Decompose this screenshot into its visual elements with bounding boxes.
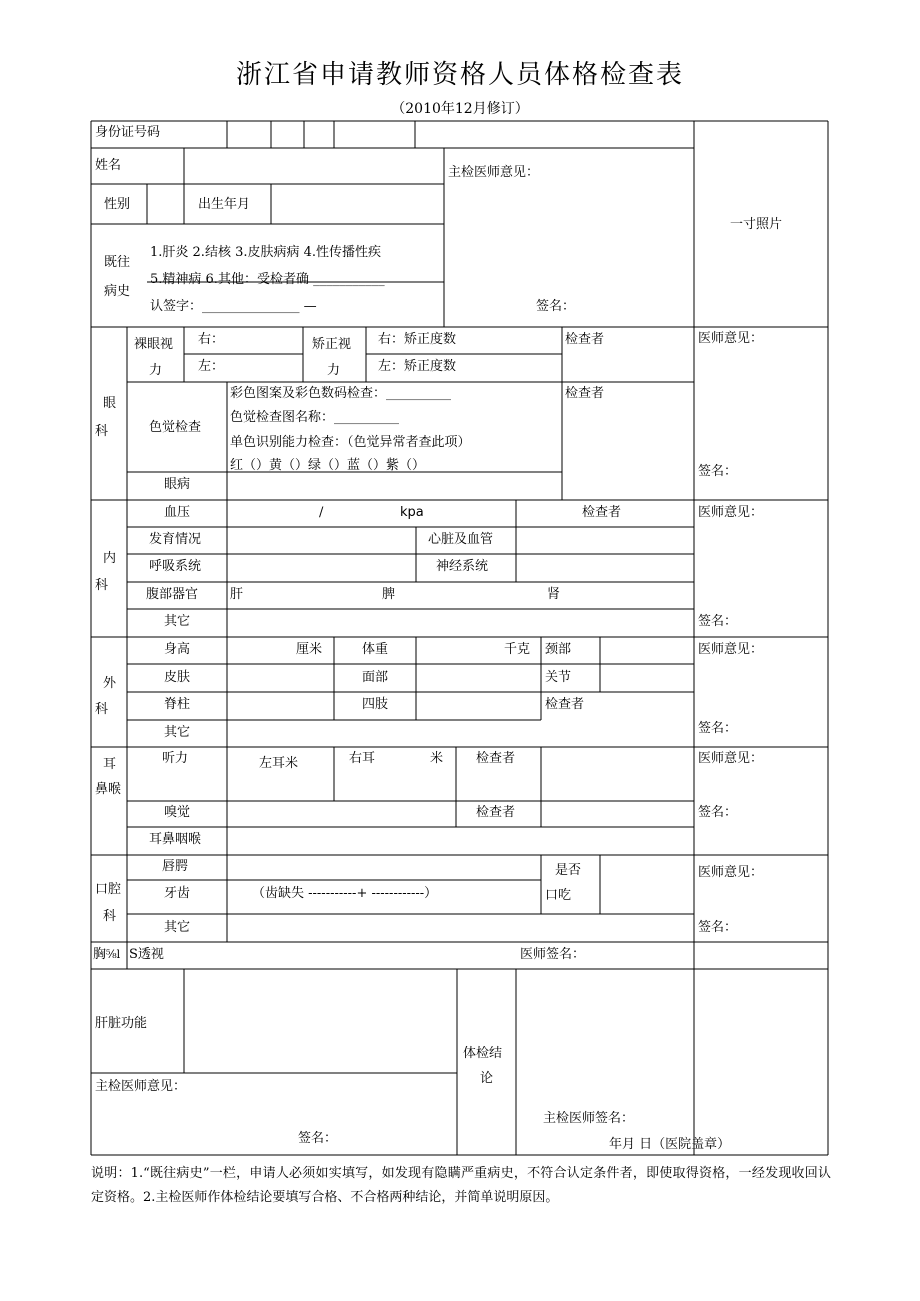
history-label-2: 病史 — [104, 284, 131, 299]
height-unit: 厘米 — [296, 642, 323, 657]
oral-doctor-opinion-label: 医师意见： — [698, 865, 764, 880]
oral-other-label: 其它 — [164, 920, 191, 935]
surgery-other-label: 其它 — [164, 725, 191, 740]
limbs-label: 四肢 — [362, 697, 389, 712]
ent-label-1: 耳 — [103, 757, 117, 772]
eye-label-1: 眼 — [103, 396, 117, 411]
right-ear-meter: 米 — [430, 751, 444, 766]
naked-vision-label-2: 力 — [149, 363, 163, 378]
ent-label-2: 鼻喉 — [95, 782, 122, 797]
internal-examiner-label: 检查者 — [582, 505, 622, 520]
surgery-label-2: 科 — [95, 702, 109, 717]
id-number-label: 身份证号码 — [95, 125, 161, 140]
oral-label-1: 口腔 — [95, 882, 122, 897]
missing-teeth-text: （齿缺失 -----------+ ------------） — [252, 886, 438, 901]
ent-throat-label: 耳鼻咽喉 — [149, 832, 202, 847]
surgery-sign-label: 签名： — [698, 721, 738, 736]
naked-vision-label-1: 裸眼视 — [134, 337, 174, 352]
kidney-label: 肾 — [547, 587, 561, 602]
left-corrected-label: 左：矫正度数 — [378, 359, 457, 374]
color-line-2: 色觉检查图名称：__________ — [230, 410, 400, 425]
hearing-label: 听力 — [162, 751, 189, 766]
surgery-examiner-label: 检查者 — [545, 697, 585, 712]
eye-sign-label: 签名： — [698, 464, 738, 479]
abdominal-label: 腹部器官 — [146, 587, 199, 602]
respiratory-label: 呼吸系统 — [149, 559, 202, 574]
liver-label: 肝 — [230, 587, 244, 602]
oral-label-2: 科 — [103, 909, 117, 924]
conclusion-label-2: 论 — [480, 1071, 494, 1086]
spine-label: 脊柱 — [164, 697, 191, 712]
eye-disease-label: 眼病 — [164, 477, 191, 492]
right-corrected-label: 右：矫正度数 — [378, 332, 457, 347]
oral-sign-label: 签名： — [698, 920, 738, 935]
footnote: 说明：1.“既往病史”一栏，申请人必须如实填写，如发现有隐瞒严重病史，不符合认定条件者，即使取得资格，一经发现收回认定资格。2.主检医师作体检结论要填写合格、不合格两种结论，并简单说明原因。 — [91, 1166, 831, 1205]
form-title: 浙江省申请教师资格人员体格检查表 — [235, 60, 684, 90]
weight-unit: 千克 — [504, 642, 531, 657]
eye-examiner-label-1: 检查者 — [565, 332, 605, 347]
naked-left-label: 左： — [198, 359, 225, 374]
ent-examiner-label-2: 检查者 — [476, 805, 516, 820]
gender-label: 性别 — [104, 197, 131, 212]
internal-label-1: 内 — [103, 551, 117, 566]
corrected-vision-label-2: 力 — [327, 363, 341, 378]
skin-label: 皮肤 — [164, 670, 191, 685]
weight-label: 体重 — [362, 642, 389, 657]
form-subtitle: （2010年12月修订） — [391, 101, 529, 117]
bp-unit: kpa — [400, 505, 424, 520]
bp-separator: / — [319, 505, 324, 520]
chief-opinion-label: 主检医师意见： — [448, 165, 540, 180]
color-line-4: 红（）黄（）绿（）蓝（）紫（） — [230, 458, 426, 473]
eye-examiner-label-2: 检查者 — [565, 386, 605, 401]
stutter-label-1: 是否 — [555, 863, 582, 878]
history-option-line-2: 5.精神病 6.其他：受检者确 ___________ — [150, 272, 385, 287]
right-ear-label: 右耳 — [349, 751, 376, 766]
surgery-label-1: 外 — [103, 676, 117, 691]
chest-label: 胸⅝l — [93, 947, 121, 962]
header-sign-label: 签名： — [536, 299, 576, 314]
eye-label-2: 科 — [95, 424, 109, 439]
internal-sign-label: 签名： — [698, 614, 738, 629]
bottom-sign-label: 签名： — [298, 1131, 338, 1146]
date-stamp-line: 年月 日（医院盖章） — [609, 1137, 731, 1152]
conclusion-label-1: 体检结 — [463, 1046, 503, 1061]
stutter-label-2: 口吃 — [545, 888, 572, 903]
smell-label: 嗅觉 — [164, 805, 191, 820]
heart-label: 心脏及血管 — [428, 532, 494, 547]
joints-label: 关节 — [545, 670, 572, 685]
surgery-doctor-opinion-label: 医师意见： — [698, 642, 764, 657]
birth-label: 出生年月 — [198, 197, 251, 212]
photo-placeholder[interactable]: 一寸照片 — [730, 217, 783, 232]
naked-right-label: 右： — [198, 332, 225, 347]
chest-doctor-sign-label: 医师签名： — [520, 947, 586, 962]
teeth-label: 牙齿 — [164, 886, 191, 901]
ent-doctor-opinion-label: 医师意见： — [698, 751, 764, 766]
bottom-chief-opinion-label: 主检医师意见： — [95, 1079, 187, 1094]
color-line-1: 彩色图案及彩色数码检查：__________ — [230, 386, 452, 401]
color-sense-label: 色觉检查 — [149, 420, 202, 435]
nervous-label: 神经系统 — [436, 559, 489, 574]
corrected-vision-label-1: 矫正视 — [312, 337, 352, 352]
history-label-1: 既往 — [104, 255, 131, 270]
name-label: 姓名 — [95, 158, 122, 173]
eye-doctor-opinion-label: 医师意见： — [698, 331, 764, 346]
blood-pressure-label: 血压 — [164, 505, 191, 520]
ent-examiner-label-1: 检查者 — [476, 751, 516, 766]
development-label: 发育情况 — [149, 532, 202, 547]
internal-label-2: 科 — [95, 578, 109, 593]
internal-doctor-opinion-label: 医师意见： — [698, 505, 764, 520]
neck-label: 颈部 — [545, 642, 572, 657]
face-label: 面部 — [362, 670, 389, 685]
ent-sign-label: 签名： — [698, 805, 738, 820]
height-label: 身高 — [164, 642, 191, 657]
left-ear-label: 左耳米 — [259, 756, 299, 771]
liver-function-label: 肝脏功能 — [95, 1016, 148, 1031]
chief-doctor-sign-label: 主检医师签名： — [543, 1111, 635, 1126]
history-option-line-1: 1.肝炎 2.结核 3.皮肤病病 4.性传播性疾 — [150, 245, 382, 260]
history-option-line-3: 认签字：_______________ — — [150, 299, 317, 314]
lips-label: 唇腭 — [162, 859, 189, 874]
color-line-3: 单色识别能力检查：（色觉异常者查此项） — [230, 435, 471, 450]
spleen-label: 脾 — [382, 587, 396, 602]
chest-xray-label: S透视 — [129, 947, 164, 962]
internal-other-label: 其它 — [164, 614, 191, 629]
